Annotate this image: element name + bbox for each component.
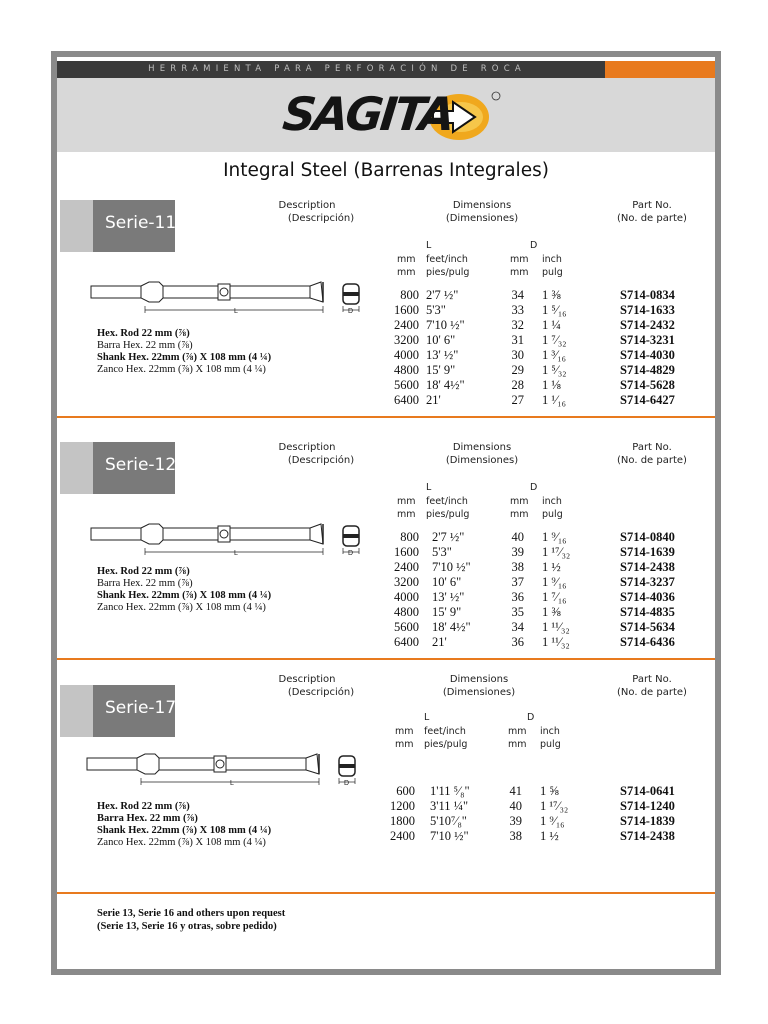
header-tagline: HERRAMIENTA PARA PERFORACIÓN DE ROCA [148, 64, 526, 74]
cell-in: 1 ⅜ [542, 605, 561, 619]
section-divider [57, 892, 715, 894]
cell-pn: S714-0840 [620, 530, 675, 544]
cell-mm: 1200 [390, 799, 415, 813]
desc-line: Shank Hex. 22mm (⅞) X 108 mm (4 ¼) [97, 825, 272, 836]
cell-ft: 21' [426, 393, 441, 407]
cell-pn: S714-3237 [620, 575, 675, 589]
serie-title: Serie-17 [105, 698, 177, 718]
description-label: Description [278, 442, 336, 453]
cell-pn: S714-6427 [620, 393, 675, 407]
drawing-D: D [344, 780, 350, 787]
cell-mm: 1600 [394, 303, 419, 317]
cell-ft: 5'10⁷⁄₈" [430, 814, 467, 828]
cell-dmm: 29 [511, 363, 524, 377]
cell-in: 1 ⁵⁄₁₆ [542, 303, 567, 317]
footer-line: Serie 13, Serie 16 and others upon request [97, 908, 286, 919]
cell-ft: 2'7 ½" [426, 288, 459, 302]
pies-pulg-label: pies/pulg [424, 739, 468, 750]
dimensions-label: Dimensions [452, 200, 512, 211]
cell-ft: 15' 9" [432, 605, 462, 619]
cell-pn: S714-1633 [620, 303, 675, 317]
cell-ft: 13' ½" [426, 348, 459, 362]
L-label: L [426, 240, 432, 251]
cell-in: 1 ⁵⁄₃₂ [542, 363, 567, 377]
mm-label: mm [397, 267, 416, 278]
feet-inch-label: feet/inch [426, 254, 468, 265]
rod-drawing [87, 279, 367, 323]
D-label: D [530, 240, 538, 251]
dimensions-label-es: (Dimensiones) [445, 213, 519, 224]
cell-dmm: 38 [511, 560, 524, 574]
description-label-es: (Descripción) [287, 455, 355, 466]
cell-in: 1 ⅛ [542, 378, 561, 392]
cell-mm: 800 [400, 288, 419, 302]
D-label: D [530, 482, 538, 493]
cell-pn: S714-1839 [620, 814, 675, 828]
cell-ft: 7'10 ½" [432, 560, 471, 574]
drawing-D: D [348, 550, 354, 557]
cell-in: 1 ⁹⁄₁₆ [540, 814, 565, 828]
cell-dmm: 40 [509, 799, 522, 813]
cell-mm: 6400 [394, 393, 419, 407]
desc-line: Zanco Hex. 22mm (⅞) X 108 mm (4 ¼) [97, 837, 266, 848]
description-label: Description [278, 200, 336, 211]
dimensions-label: Dimensions [449, 674, 509, 685]
desc-line: Zanco Hex. 22mm (⅞) X 108 mm (4 ¼) [97, 602, 266, 613]
cell-ft: 10' 6" [426, 333, 456, 347]
cell-mm: 4000 [394, 348, 419, 362]
logo-banner [57, 78, 715, 152]
rod-drawing [83, 751, 363, 795]
cell-mm: 4800 [394, 605, 419, 619]
serie-title: Serie-11 [105, 213, 177, 233]
cell-mm: 2400 [394, 560, 419, 574]
mm-label: mm [508, 726, 527, 737]
mm-label: mm [397, 509, 416, 520]
cell-pn: S714-3231 [620, 333, 675, 347]
cell-mm: 5600 [394, 378, 419, 392]
cell-dmm: 28 [511, 378, 524, 392]
cell-dmm: 38 [509, 829, 522, 843]
mm-label: mm [395, 726, 414, 737]
page-title: Integral Steel (Barrenas Integrales) [223, 160, 549, 181]
desc-line: Hex. Rod 22 mm (⅞) [97, 328, 190, 339]
cell-ft: 1'11 ⁵⁄₈" [430, 784, 470, 798]
description-label: Description [278, 674, 336, 685]
cell-pn: S714-5628 [620, 378, 675, 392]
cell-ft: 21' [432, 635, 447, 649]
description-header [247, 673, 367, 699]
cell-pn: S714-1240 [620, 799, 675, 813]
desc-line: Barra Hex. 22 mm (⅞) [97, 340, 193, 351]
cell-ft: 13' ½" [432, 590, 465, 604]
desc-line: Barra Hex. 22 mm (⅞) [97, 813, 198, 824]
drawing-D: D [348, 308, 354, 315]
cell-in: 1 ⁷⁄₁₆ [542, 590, 567, 604]
desc-line: Shank Hex. 22mm (⅞) X 108 mm (4 ¼) [97, 352, 272, 363]
L-label: L [426, 482, 432, 493]
cell-dmm: 39 [509, 814, 522, 828]
drawing-L: L [234, 550, 238, 557]
cell-pn: S714-4030 [620, 348, 675, 362]
cell-pn: S714-1639 [620, 545, 675, 559]
mm-label: mm [510, 496, 529, 507]
serie-title: Serie-12 [105, 455, 177, 475]
inch-label: inch [540, 726, 560, 737]
part-no-label: Part No. [632, 442, 672, 453]
cell-mm: 5600 [394, 620, 419, 634]
dimensions-header [432, 441, 532, 467]
part-no-label-es: (No. de parte) [617, 687, 687, 698]
cell-in: 1 ¹¹⁄₃₂ [542, 620, 570, 634]
cell-in: 1 ½ [540, 829, 559, 843]
feet-inch-label: feet/inch [424, 726, 466, 737]
desc-line: Barra Hex. 22 mm (⅞) [97, 578, 193, 589]
cell-pn: S714-4829 [620, 363, 675, 377]
pulg-label: pulg [540, 739, 561, 750]
dimensions-header [429, 673, 529, 699]
part-no-header [612, 441, 692, 467]
part-no-label-es: (No. de parte) [617, 213, 687, 224]
mm-label: mm [397, 254, 416, 265]
serie-label [60, 200, 175, 252]
mm-label: mm [510, 267, 529, 278]
pies-pulg-label: pies/pulg [426, 509, 470, 520]
mm-label: mm [510, 509, 529, 520]
cell-pn: S714-5634 [620, 620, 675, 634]
cell-in: 1 ¹⁄₁₆ [542, 393, 566, 407]
drawing-L: L [230, 780, 234, 787]
cell-pn: S714-0834 [620, 288, 675, 302]
cell-pn: S714-2432 [620, 318, 675, 332]
cell-ft: 7'10 ½" [430, 829, 469, 843]
serie-label [60, 442, 175, 494]
cell-mm: 2400 [394, 318, 419, 332]
description-block [97, 801, 271, 849]
page-frame [51, 51, 721, 975]
mm-label: mm [510, 254, 529, 265]
cell-in: 1 ¹⁷⁄₃₂ [542, 545, 571, 559]
cell-mm: 3200 [394, 333, 419, 347]
desc-line: Hex. Rod 22 mm (⅞) [97, 566, 190, 577]
header-bar [57, 61, 715, 78]
cell-in: 1 ⅝ [540, 784, 559, 798]
cell-in: 1 ⅜ [542, 288, 561, 302]
sagita-logo [280, 87, 503, 149]
mm-label: mm [508, 739, 527, 750]
inch-label: inch [542, 496, 562, 507]
section-divider [57, 658, 715, 660]
mm-label: mm [397, 496, 416, 507]
cell-ft: 18' 4½" [426, 378, 465, 392]
pulg-label: pulg [542, 267, 563, 278]
cell-in: 1 ½ [542, 560, 561, 574]
cell-ft: 10' 6" [432, 575, 462, 589]
cell-ft: 3'11 ¼" [430, 799, 469, 813]
cell-dmm: 32 [511, 318, 524, 332]
part-no-header [612, 673, 692, 699]
cell-mm: 800 [400, 530, 419, 544]
cell-in: 1 ⁹⁄₁₆ [542, 530, 567, 544]
cell-dmm: 31 [511, 333, 524, 347]
cell-ft: 2'7 ½" [432, 530, 465, 544]
feet-inch-label: feet/inch [426, 496, 468, 507]
cell-dmm: 40 [511, 530, 524, 544]
D-label: D [527, 712, 535, 723]
dimensions-label-es: (Dimensiones) [445, 455, 519, 466]
cell-dmm: 37 [511, 575, 524, 589]
cell-dmm: 30 [511, 348, 524, 362]
dimensions-label: Dimensions [452, 442, 512, 453]
part-no-label-es: (No. de parte) [617, 455, 687, 466]
inch-label: inch [542, 254, 562, 265]
cell-pn: S714-6436 [620, 635, 675, 649]
cell-in: 1 ³⁄₁₆ [542, 348, 566, 362]
cell-mm: 1800 [390, 814, 415, 828]
cell-mm: 4000 [394, 590, 419, 604]
cell-in: 1 ¼ [542, 318, 561, 332]
cell-pn: S714-4036 [620, 590, 675, 604]
cell-ft: 18' 4½" [432, 620, 471, 634]
cell-mm: 6400 [394, 635, 419, 649]
drawing-L: L [234, 308, 238, 315]
cell-ft: 5'3" [426, 303, 446, 317]
cell-mm: 2400 [390, 829, 415, 843]
cell-ft: 7'10 ½" [426, 318, 465, 332]
logo-wordmark: SAGITA [280, 87, 455, 141]
footer-line: (Serie 13, Serie 16 y otras, sobre pedido) [97, 921, 277, 932]
description-header [247, 441, 367, 467]
part-no-label: Part No. [632, 200, 672, 211]
cell-dmm: 27 [511, 393, 524, 407]
dimensions-label-es: (Dimensiones) [442, 687, 516, 698]
dimensions-header [432, 199, 532, 225]
cell-in: 1 ⁷⁄₃₂ [542, 333, 567, 347]
cell-mm: 600 [396, 784, 415, 798]
section-divider [57, 416, 715, 418]
footer-note [97, 907, 285, 933]
cell-dmm: 33 [511, 303, 524, 317]
cell-pn: S714-4835 [620, 605, 675, 619]
cell-dmm: 39 [511, 545, 524, 559]
description-label-es: (Descripción) [287, 687, 355, 698]
cell-dmm: 35 [511, 605, 524, 619]
cell-dmm: 36 [511, 590, 524, 604]
cell-pn: S714-0641 [620, 784, 675, 798]
cell-mm: 3200 [394, 575, 419, 589]
pies-pulg-label: pies/pulg [426, 267, 470, 278]
cell-in: 1 ⁹⁄₁₆ [542, 575, 567, 589]
part-no-label: Part No. [632, 674, 672, 685]
rod-drawing [87, 521, 367, 565]
cell-ft: 5'3" [432, 545, 452, 559]
cell-mm: 4800 [394, 363, 419, 377]
serie-label [60, 685, 175, 737]
description-label-es: (Descripción) [287, 213, 355, 224]
cell-pn: S714-2438 [620, 560, 675, 574]
mm-label: mm [395, 739, 414, 750]
description-block [97, 328, 271, 376]
cell-ft: 15' 9" [426, 363, 456, 377]
cell-pn: S714-2438 [620, 829, 675, 843]
desc-line: Zanco Hex. 22mm (⅞) X 108 mm (4 ¼) [97, 364, 266, 375]
header-accent [605, 61, 715, 78]
cell-dmm: 36 [511, 635, 524, 649]
description-header [247, 199, 367, 225]
pulg-label: pulg [542, 509, 563, 520]
cell-dmm: 34 [511, 620, 524, 634]
desc-line: Hex. Rod 22 mm (⅞) [97, 801, 190, 812]
cell-dmm: 41 [509, 784, 522, 798]
L-label: L [424, 712, 430, 723]
description-block [97, 566, 271, 614]
cell-in: 1 ¹¹⁄₃₂ [542, 635, 570, 649]
cell-in: 1 ¹⁷⁄₃₂ [540, 799, 569, 813]
part-no-header [612, 199, 692, 225]
desc-line: Shank Hex. 22mm (⅞) X 108 mm (4 ¼) [97, 590, 272, 601]
cell-dmm: 34 [511, 288, 524, 302]
cell-mm: 1600 [394, 545, 419, 559]
